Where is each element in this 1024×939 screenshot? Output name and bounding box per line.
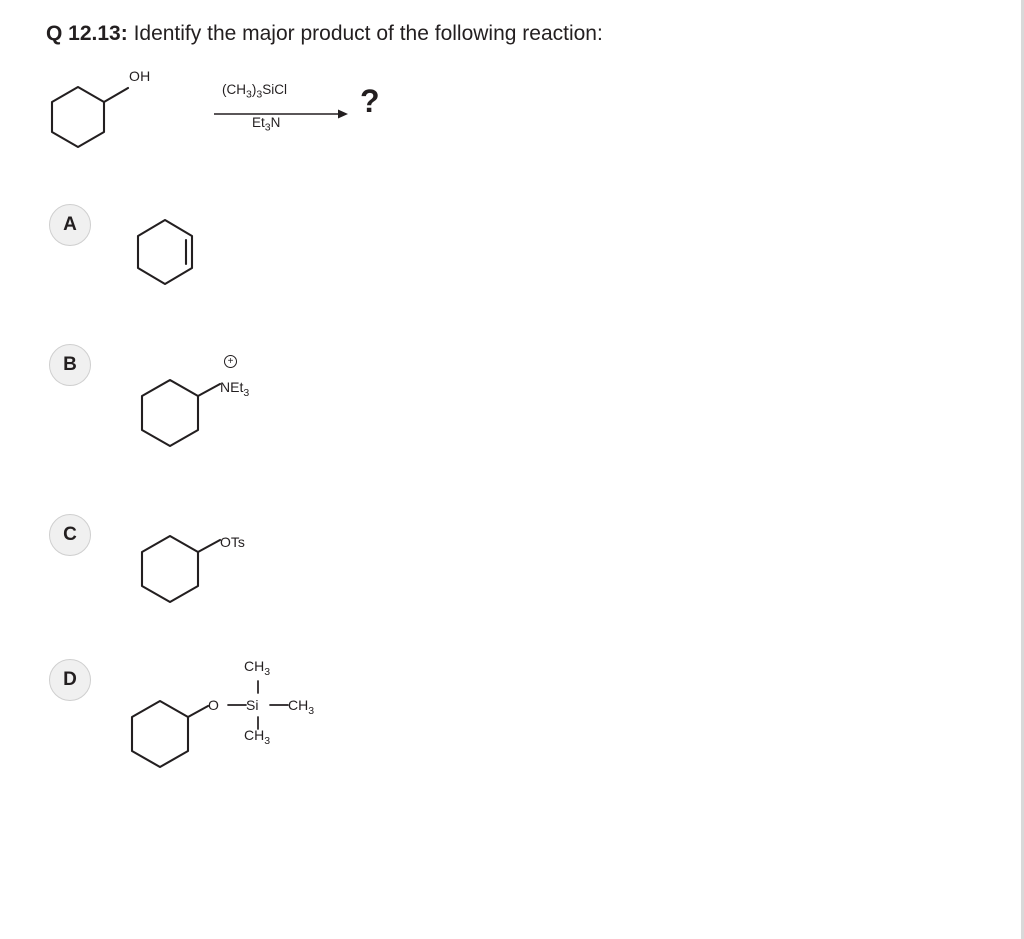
reagent-below-arrow: $Et_3N$ <box>252 115 281 134</box>
option-d-structure <box>120 658 350 798</box>
option-b-net3-label: NEt$_3$ <box>220 379 250 399</box>
option-b-structure <box>120 354 300 469</box>
option-a-bullet[interactable]: A <box>49 204 91 246</box>
substrate-oh-label: OH <box>129 68 151 84</box>
option-d-ch3-bottom-label: $CH_3$ <box>244 727 271 747</box>
option-d-ch3-right-label: $CH_3$ <box>288 697 315 717</box>
option-d[interactable] <box>0 659 1024 809</box>
option-c-structure <box>120 522 300 627</box>
option-c-ots-label: OTs <box>220 534 245 550</box>
question-text: Identify the major product of the following reaction: <box>133 22 603 45</box>
option-b-bullet[interactable]: B <box>49 344 91 386</box>
page-title <box>46 20 603 48</box>
positive-charge-icon: + <box>224 355 237 368</box>
option-d-si-label: Si <box>246 697 259 713</box>
option-d-o-label: O <box>208 697 219 713</box>
question-number: Q 12.13: <box>46 22 128 45</box>
reaction-scheme <box>40 62 420 162</box>
option-a-structure <box>120 208 240 313</box>
product-placeholder: ? <box>360 83 380 119</box>
option-c-bullet[interactable]: C <box>49 514 91 556</box>
option-c[interactable] <box>0 514 1024 634</box>
option-b[interactable] <box>0 344 1024 474</box>
option-a[interactable] <box>0 204 1024 314</box>
option-d-bullet[interactable]: D <box>49 659 91 701</box>
reaction-arrow <box>212 102 352 132</box>
option-d-ch3-top-label: $CH_3$ <box>244 658 271 678</box>
reagent-above-arrow: $(CH_3)_3SiCl$ <box>222 82 287 101</box>
